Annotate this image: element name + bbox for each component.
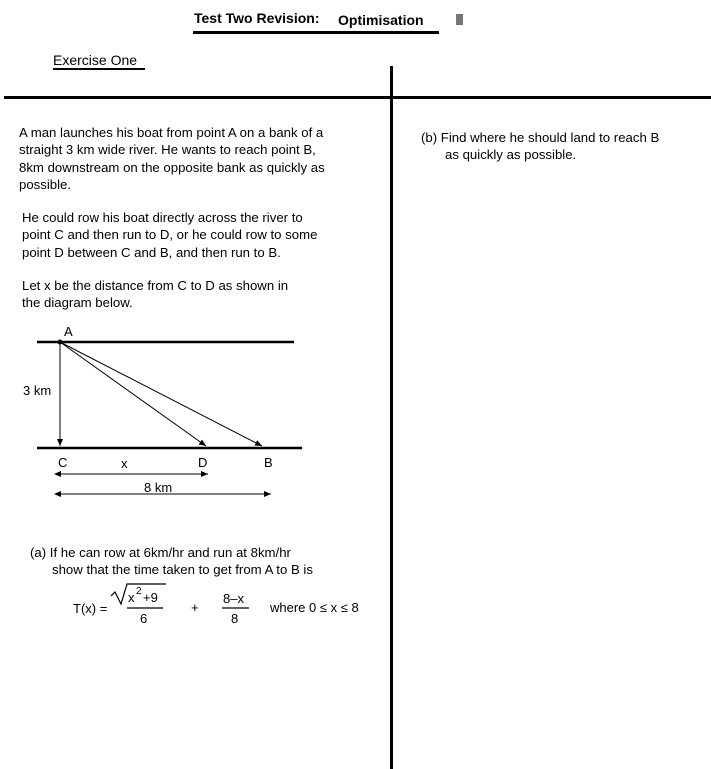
exercise-heading: Exercise One (53, 52, 138, 68)
question-a-line-1: (a) If he can row at 6km/hr and run at 8km/hr (30, 545, 291, 560)
sqrt-sign (111, 584, 166, 604)
denominator-1: 6 (140, 611, 148, 626)
title-underline (193, 31, 439, 34)
problem-paragraph-2: He could row his boat directly across the river to point C and then run to D, or he could row to some point D between C and B, and then run to B. (22, 210, 318, 260)
label-point-d: D (198, 455, 208, 470)
path-a-to-b (60, 342, 262, 446)
label-width: 3 km (23, 383, 52, 398)
label-distance: 8 km (144, 480, 173, 495)
plus-sign: + (191, 600, 199, 615)
domain-text: where 0 ≤ x ≤ 8 (270, 600, 359, 615)
exercise-underline (53, 68, 145, 70)
question-b-line-1: (b) Find where he should land to reach B (421, 130, 660, 145)
sqrt-exponent: 2 (136, 586, 142, 597)
sqrt-rest: +9 (143, 590, 158, 605)
question-b-line-2: as quickly as possible. (445, 147, 577, 163)
point-a-dot (58, 340, 63, 345)
label-point-c: C (58, 455, 68, 470)
question-a (30, 544, 313, 579)
vertical-divider (390, 66, 393, 769)
label-point-b: B (264, 455, 273, 470)
problem-paragraph-1: A man launches his boat from point A on a bank of a straight 3 km wide river. He wants to reach point B, 8km downstream on the opposite bank as quickly as possible. (19, 125, 325, 192)
question-b (421, 129, 659, 164)
denominator-2: 8 (231, 611, 239, 626)
label-point-a: A (64, 324, 73, 339)
horizontal-divider (4, 96, 711, 99)
numerator-2: 8–x (223, 591, 244, 606)
page-subtitle: Optimisation (338, 12, 424, 28)
page-title: Test Two Revision: (194, 10, 320, 26)
problem-paragraph-3: Let x be the distance from C to D as shown in the diagram below. (22, 278, 289, 311)
question-a-line-2: show that the time taken to get from A to B is (52, 562, 313, 578)
sqrt-x: x (128, 590, 135, 605)
path-a-to-d (60, 342, 206, 446)
formula-func: T(x) = (73, 601, 108, 616)
label-x: x (121, 456, 128, 471)
marker-block (456, 14, 463, 25)
